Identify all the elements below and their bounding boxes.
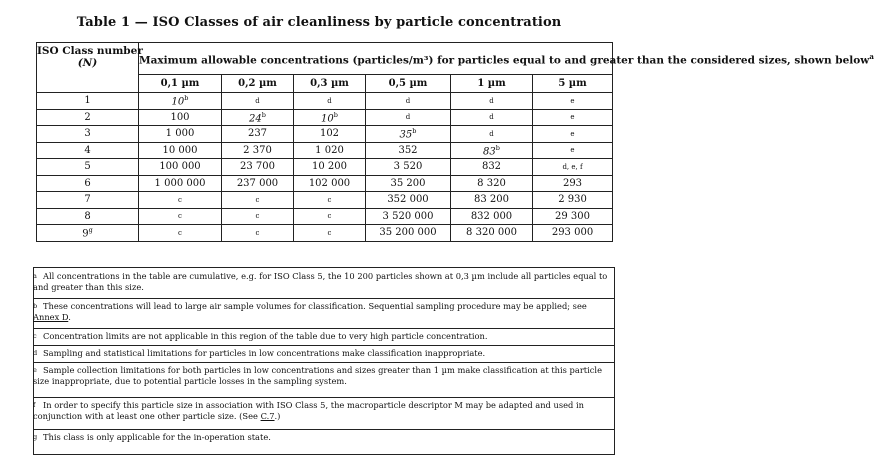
concentration-cell: 237 000 <box>222 175 294 192</box>
footnote-mark: f <box>33 401 36 409</box>
concentration-cell: 100 <box>139 109 222 126</box>
footnote-mark: e <box>33 366 37 374</box>
footnotes-box <box>33 267 615 455</box>
concentration-cell: 35 200 000 <box>366 225 451 242</box>
footnote-divider <box>33 429 615 430</box>
footnote-divider <box>33 397 615 398</box>
iso-class-cell: 4 <box>37 142 139 159</box>
concentration-cell: d <box>451 109 533 126</box>
table-row <box>37 93 613 110</box>
concentration-cell: 8 320 000 <box>451 225 533 242</box>
footnote-d <box>33 348 615 359</box>
iso-class-cell: 7 <box>37 192 139 209</box>
concentration-cell: c <box>222 225 294 242</box>
concentration-cell: d <box>451 126 533 143</box>
footnote-mark: g <box>33 433 38 441</box>
table-row <box>37 159 613 176</box>
footnote-g <box>33 432 615 443</box>
footnote-text: Sampling and statistical limitations for particles in low concentrations make classification inappropriate. <box>43 348 486 358</box>
size-header-cell: 0,1 µm <box>139 75 222 93</box>
concentration-cell: 832 000 <box>451 208 533 225</box>
concentration-cell: d, e, f <box>533 159 613 176</box>
concentration-cell: 83$^b$ <box>451 142 533 159</box>
concentration-cell: 2 930 <box>533 192 613 209</box>
iso-class-cell: 2 <box>37 109 139 126</box>
footnote-c <box>33 331 615 342</box>
concentration-cell: 29 300 <box>533 208 613 225</box>
concentration-group-header: Maximum allowable concentrations (particles/m³) for particles equal to and greater than the considered sizes, shown below$^a$ <box>139 43 613 75</box>
footnote-divider <box>33 345 615 346</box>
iso-class-cell: 3 <box>37 126 139 143</box>
concentration-cell: c <box>222 208 294 225</box>
iso-class-cell: 1 <box>37 93 139 110</box>
concentration-cell: 293 <box>533 175 613 192</box>
concentration-cell: 100 000 <box>139 159 222 176</box>
footnote-mark: d <box>33 349 38 357</box>
footnote-b: b These concentrations will lead to large air sample volumes for classification. Sequential sampling procedure may be applied; see Annex D. <box>33 301 587 322</box>
table-row <box>37 142 613 159</box>
concentration-cell: 8 320 <box>451 175 533 192</box>
footnote-text: These concentrations will lead to large air sample volumes for classification. Sequential sampling procedure may be applied; see <box>43 301 587 311</box>
size-header-cell: 0,3 µm <box>294 75 366 93</box>
concentration-cell: 352 <box>366 142 451 159</box>
concentration-cell: c <box>222 192 294 209</box>
footnote-divider <box>33 362 615 363</box>
concentration-cell: 83 200 <box>451 192 533 209</box>
footnote-text: Concentration limits are not applicable in this region of the table due to very high particle concentration. <box>43 331 488 341</box>
concentration-cell: d <box>366 109 451 126</box>
concentration-cell: 35$^b$ <box>366 126 451 143</box>
concentration-cell: 10 000 <box>139 142 222 159</box>
concentration-cell: 1 020 <box>294 142 366 159</box>
footnote-mark: b <box>33 302 38 310</box>
concentration-cell: 352 000 <box>366 192 451 209</box>
concentration-cell: 2 370 <box>222 142 294 159</box>
table-row <box>37 175 613 192</box>
table-row <box>37 208 613 225</box>
footnote-divider <box>33 298 615 299</box>
table-row <box>37 126 613 143</box>
iso-class-cell: 5 <box>37 159 139 176</box>
footnote-a <box>33 271 615 293</box>
concentration-cell: c <box>139 192 222 209</box>
concentration-cell: c <box>294 192 366 209</box>
size-header-cell: 1 µm <box>451 75 533 93</box>
concentration-cell: 3 520 000 <box>366 208 451 225</box>
concentration-cell: 832 <box>451 159 533 176</box>
concentration-cell: 24$^b$ <box>222 109 294 126</box>
concentration-cell: 10$^b$ <box>294 109 366 126</box>
table-row <box>37 225 613 242</box>
table-row <box>37 192 613 209</box>
size-header-cell: 0,5 µm <box>366 75 451 93</box>
footnote-text: This class is only applicable for the in-operation state. <box>43 432 271 442</box>
concentration-cell: d <box>451 93 533 110</box>
concentration-cell: e <box>533 93 613 110</box>
table-row <box>37 109 613 126</box>
concentration-cell: c <box>294 208 366 225</box>
footnote-f: f In order to specify this particle size in association with ISO Class 5, the macroparticle descriptor M may be adapted and used in conjunction with at least one other particle size. (See C.7.) <box>33 400 584 421</box>
footnote-text: All concentrations in the table are cumulative, e.g. for ISO Class 5, the 10 200 particles shown at 0,3 µm include all particles equal to and greater than this size. <box>33 271 608 292</box>
concentration-cell: 293 000 <box>533 225 613 242</box>
concentration-cell: 23 700 <box>222 159 294 176</box>
footnote-text: Sample collection limitations for both particles in low concentrations and sizes greater than 1 µm make classification at this particle size inappropriate, due to potential particle losses in the sampling system. <box>33 365 602 386</box>
footnote-divider <box>33 328 615 329</box>
concentration-cell: 237 <box>222 126 294 143</box>
iso-class-cell: 9$^g$ <box>37 225 139 242</box>
table-title: Table 1 — ISO Classes of air cleanliness by particle concentration <box>76 15 562 30</box>
concentration-cell: e <box>533 142 613 159</box>
concentration-cell: 1 000 <box>139 126 222 143</box>
footnote-e <box>33 365 615 387</box>
concentration-cell: e <box>533 109 613 126</box>
table-body <box>37 93 613 242</box>
iso-class-cell: 6 <box>37 175 139 192</box>
concentration-cell: 102 000 <box>294 175 366 192</box>
concentration-cell: d <box>294 93 366 110</box>
concentration-cell: 35 200 <box>366 175 451 192</box>
concentration-cell: d <box>366 93 451 110</box>
footnote-text: In order to specify this particle size in association with ISO Class 5, the macroparticle descriptor M may be adapted and used in conjunction with at least one other particle size. (See <box>33 400 584 421</box>
footnote-mark: a <box>33 272 37 280</box>
iso-class-table <box>36 42 874 242</box>
concentration-cell: 1 000 000 <box>139 175 222 192</box>
footnote-mark: c <box>33 332 37 340</box>
iso-class-cell: 8 <box>37 208 139 225</box>
concentration-cell: c <box>139 225 222 242</box>
iso-class-header: ISO Class number (N) <box>37 43 139 93</box>
concentration-cell: 10$^b$ <box>139 93 222 110</box>
concentration-cell: d <box>222 93 294 110</box>
size-header-cell: 5 µm <box>533 75 613 93</box>
concentration-cell: 10 200 <box>294 159 366 176</box>
size-header-cell: 0,2 µm <box>222 75 294 93</box>
concentration-cell: 3 520 <box>366 159 451 176</box>
concentration-cell: e <box>533 126 613 143</box>
footnote-link[interactable]: C.7 <box>260 411 275 421</box>
concentration-cell: 102 <box>294 126 366 143</box>
concentration-cell: c <box>139 208 222 225</box>
footnote-link[interactable]: Annex D <box>33 312 69 322</box>
concentration-cell: c <box>294 225 366 242</box>
